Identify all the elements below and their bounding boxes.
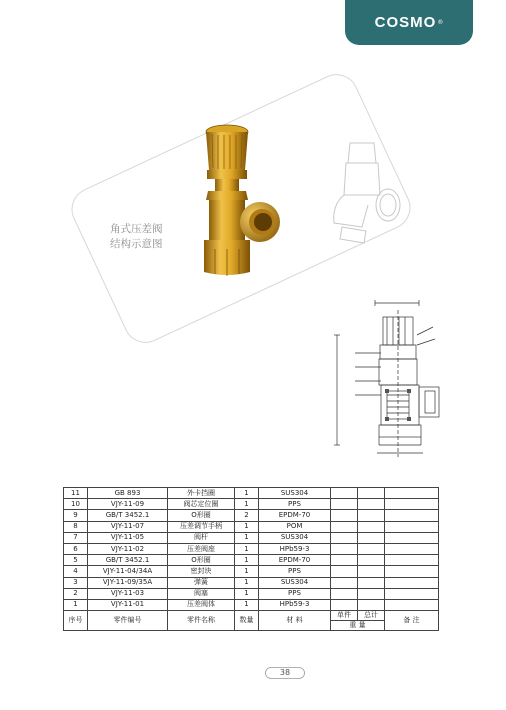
table-cell xyxy=(385,521,439,532)
table-cell: 2 xyxy=(64,588,88,599)
table-cell: O形圈 xyxy=(168,510,235,521)
table-cell: HPb59-3 xyxy=(259,543,331,554)
table-row xyxy=(64,599,439,610)
table-cell: POM xyxy=(259,521,331,532)
table-cell: 阀杆 xyxy=(168,532,235,543)
table-cell: HPb59-3 xyxy=(259,599,331,610)
table-cell: 1 xyxy=(64,599,88,610)
table-cell xyxy=(385,543,439,554)
table-row xyxy=(64,566,439,577)
table-cell: 1 xyxy=(235,521,259,532)
table-cell: 密封块 xyxy=(168,566,235,577)
table-cell: EPDM-70 xyxy=(259,510,331,521)
table-cell xyxy=(358,510,385,521)
table-cell xyxy=(385,599,439,610)
table-cell xyxy=(331,577,358,588)
table-cell xyxy=(358,488,385,499)
parts-table-header xyxy=(64,611,439,631)
header-name: 零件名称 xyxy=(168,611,235,631)
table-cell: SUS304 xyxy=(259,488,331,499)
table-row xyxy=(64,499,439,510)
table-cell: VJY-11-09 xyxy=(88,499,168,510)
table-cell: VJY-11-05 xyxy=(88,532,168,543)
table-cell: 阀塞 xyxy=(168,588,235,599)
table-cell: 2 xyxy=(235,510,259,521)
table-cell: PPS xyxy=(259,566,331,577)
table-cell: GB/T 3452.1 xyxy=(88,510,168,521)
table-cell: EPDM-70 xyxy=(259,555,331,566)
table-cell: 1 xyxy=(235,499,259,510)
table-cell: VJY-11-04/34A xyxy=(88,566,168,577)
table-cell xyxy=(358,499,385,510)
table-cell xyxy=(358,566,385,577)
table-cell xyxy=(331,555,358,566)
table-cell: VJY-11-03 xyxy=(88,588,168,599)
table-cell: GB 893 xyxy=(88,488,168,499)
header-total-weight: 总计 xyxy=(357,611,384,620)
brand-logo xyxy=(345,0,473,45)
table-cell xyxy=(358,577,385,588)
header-weight: 重 量 xyxy=(349,621,366,630)
table-cell: VJY-11-01 xyxy=(88,599,168,610)
table-cell: 1 xyxy=(235,566,259,577)
table-cell: 1 xyxy=(235,488,259,499)
table-cell: GB/T 3452.1 xyxy=(88,555,168,566)
header-remark: 备 注 xyxy=(385,611,439,631)
page-number-badge xyxy=(265,667,305,679)
table-cell xyxy=(358,521,385,532)
table-cell: O形圈 xyxy=(168,555,235,566)
table-cell xyxy=(331,488,358,499)
table-row xyxy=(64,510,439,521)
table-cell: 压差阀座 xyxy=(168,543,235,554)
table-cell: VJY-11-02 xyxy=(88,543,168,554)
table-cell: 6 xyxy=(64,543,88,554)
valve-background-sketch xyxy=(322,135,402,245)
table-cell: 8 xyxy=(64,521,88,532)
caption-line-2: 结构示意图 xyxy=(110,238,163,250)
table-cell xyxy=(385,566,439,577)
table-cell: 3 xyxy=(64,577,88,588)
table-row xyxy=(64,588,439,599)
table-cell xyxy=(385,588,439,599)
table-cell: SUS304 xyxy=(259,532,331,543)
table-cell: 外卡挡圈 xyxy=(168,488,235,499)
page-number: 38 xyxy=(279,668,291,677)
table-cell xyxy=(385,510,439,521)
table-cell: 1 xyxy=(235,588,259,599)
brand-registered-mark: ® xyxy=(437,19,444,26)
parts-list-table xyxy=(63,487,439,631)
table-cell: 7 xyxy=(64,532,88,543)
table-cell: 1 xyxy=(235,599,259,610)
diagram-caption xyxy=(110,222,163,252)
table-cell xyxy=(358,555,385,566)
table-cell: 9 xyxy=(64,510,88,521)
table-cell xyxy=(331,499,358,510)
header-material: 材 料 xyxy=(259,611,331,631)
table-cell: 阀芯定位圈 xyxy=(168,499,235,510)
table-cell xyxy=(331,532,358,543)
table-cell: 1 xyxy=(235,555,259,566)
table-cell: VJY-11-09/35A xyxy=(88,577,168,588)
header-code: 零件编号 xyxy=(88,611,168,631)
table-row xyxy=(64,555,439,566)
table-cell: 5 xyxy=(64,555,88,566)
table-cell: 1 xyxy=(235,532,259,543)
table-cell: 压差调节手柄 xyxy=(168,521,235,532)
table-cell xyxy=(385,499,439,510)
table-cell: 压差阀体 xyxy=(168,599,235,610)
table-cell xyxy=(331,543,358,554)
table-cell xyxy=(358,532,385,543)
table-cell xyxy=(358,588,385,599)
header-unit-weight: 单件 xyxy=(337,611,351,620)
table-cell xyxy=(331,588,358,599)
valve-product-photo xyxy=(182,118,282,280)
header-qty: 数量 xyxy=(235,611,259,631)
table-cell xyxy=(385,532,439,543)
valve-cross-section-drawing xyxy=(325,295,450,463)
table-row xyxy=(64,488,439,499)
table-row xyxy=(64,521,439,532)
table-cell xyxy=(331,599,358,610)
table-cell xyxy=(358,543,385,554)
header-weight-group xyxy=(331,611,385,631)
table-cell xyxy=(331,521,358,532)
table-cell: 4 xyxy=(64,566,88,577)
table-cell: SUS304 xyxy=(259,577,331,588)
table-cell xyxy=(385,555,439,566)
table-cell xyxy=(385,577,439,588)
table-row xyxy=(64,577,439,588)
header-no: 序号 xyxy=(64,611,88,631)
caption-line-1: 角式压差阀 xyxy=(110,223,163,235)
table-cell: 10 xyxy=(64,499,88,510)
table-cell: 1 xyxy=(235,543,259,554)
table-row xyxy=(64,543,439,554)
table-cell xyxy=(358,599,385,610)
table-cell: PPS xyxy=(259,588,331,599)
table-cell: VJY-11-07 xyxy=(88,521,168,532)
table-cell xyxy=(331,510,358,521)
table-cell: PPS xyxy=(259,499,331,510)
table-cell: 11 xyxy=(64,488,88,499)
table-cell: 1 xyxy=(235,577,259,588)
table-cell xyxy=(385,488,439,499)
table-cell xyxy=(331,566,358,577)
brand-name: COSMO xyxy=(374,14,437,31)
table-cell: 弹簧 xyxy=(168,577,235,588)
table-row xyxy=(64,532,439,543)
